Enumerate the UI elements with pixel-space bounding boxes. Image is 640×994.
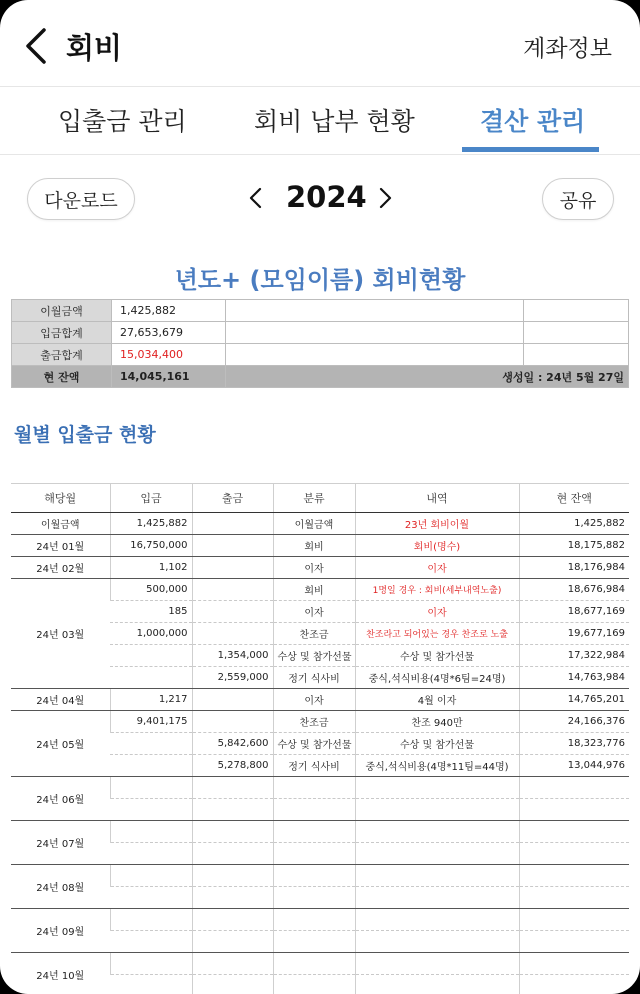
deposit-cell <box>110 645 192 667</box>
detail-cell: 수상 및 참가선물 <box>355 645 519 667</box>
category-cell: 찬조금 <box>273 623 355 645</box>
month-cell: 24년 06월 <box>11 777 110 821</box>
deposit-cell: 1,000,000 <box>110 623 192 645</box>
back-icon[interactable] <box>20 24 56 68</box>
month-cell: 24년 07월 <box>11 821 110 865</box>
detail-cell: 찬조라고 되어있는 경우 찬조로 노출 <box>355 623 519 645</box>
column-header: 출금 <box>192 484 273 513</box>
section-title: 월별 입출금 현황 <box>14 424 156 446</box>
detail-cell: 23년 회비이월 <box>355 513 519 535</box>
tab-deposit-management[interactable]: 입출금 관리 <box>58 107 187 136</box>
balance-cell: 18,323,776 <box>519 733 629 755</box>
summary-label: 입금합계 <box>12 322 112 344</box>
summary-label: 출금합계 <box>12 344 112 366</box>
top-bar <box>0 0 640 87</box>
summary-value: 14,045,161 <box>112 366 226 388</box>
month-cell: 24년 01월 <box>11 535 110 557</box>
report-title: 년도+ (모임이름) 회비현황 <box>174 266 466 294</box>
share-button[interactable]: 공유 <box>542 178 614 220</box>
balance-cell: 18,677,169 <box>519 601 629 623</box>
detail-cell: 찬조 940만 <box>355 711 519 733</box>
detail-cell: 수상 및 참가선물 <box>355 733 519 755</box>
table-row <box>11 953 629 975</box>
summary-value: 1,425,882 <box>112 300 226 322</box>
table-row <box>11 711 629 733</box>
column-header: 현 잔액 <box>519 484 629 513</box>
withdrawal-cell <box>192 623 273 645</box>
tab-fee-status[interactable]: 회비 납부 현황 <box>254 107 415 136</box>
withdrawal-cell: 5,842,600 <box>192 733 273 755</box>
column-header: 입금 <box>110 484 192 513</box>
category-cell: 정기 식사비 <box>273 755 355 777</box>
ledger-header-row <box>11 484 629 513</box>
balance-cell: 18,176,984 <box>519 557 629 579</box>
balance-cell: 1,425,882 <box>519 513 629 535</box>
withdrawal-cell <box>192 535 273 557</box>
table-row <box>11 513 629 535</box>
category-cell: 이자 <box>273 689 355 711</box>
month-cell: 이월금액 <box>11 513 110 535</box>
tab-settlement[interactable]: 결산 관리 <box>480 107 586 136</box>
created-date: 생성일 : 24년 5월 27일 <box>226 366 629 388</box>
deposit-cell <box>110 733 192 755</box>
balance-cell: 14,763,984 <box>519 667 629 689</box>
withdrawal-cell <box>192 579 273 601</box>
deposit-cell: 16,750,000 <box>110 535 192 557</box>
year-selector <box>240 178 400 218</box>
category-cell: 이월금액 <box>273 513 355 535</box>
deposit-cell: 1,425,882 <box>110 513 192 535</box>
balance-cell: 13,044,976 <box>519 755 629 777</box>
detail-cell: 중식,석식비용(4명*6팀=24명) <box>355 667 519 689</box>
download-button[interactable]: 다운로드 <box>27 178 135 220</box>
tab-bar <box>0 86 640 155</box>
summary-table <box>11 299 629 388</box>
category-cell: 회비 <box>273 579 355 601</box>
summary-row <box>12 322 629 344</box>
category-cell: 수상 및 참가선물 <box>273 733 355 755</box>
withdrawal-cell: 5,278,800 <box>192 755 273 777</box>
summary-row <box>12 344 629 366</box>
detail-cell: 1명일 경우 : 회비(세부내역노출) <box>355 579 519 601</box>
month-cell: 24년 05월 <box>11 711 110 777</box>
column-header: 해당월 <box>11 484 110 513</box>
balance-cell: 24,166,376 <box>519 711 629 733</box>
withdrawal-cell <box>192 711 273 733</box>
deposit-cell: 9,401,175 <box>110 711 192 733</box>
withdrawal-cell: 1,354,000 <box>192 645 273 667</box>
category-cell: 수상 및 참가선물 <box>273 645 355 667</box>
deposit-cell: 1,217 <box>110 689 192 711</box>
table-row <box>11 821 629 843</box>
deposit-cell: 500,000 <box>110 579 192 601</box>
table-row <box>11 865 629 887</box>
prev-year-icon[interactable] <box>246 186 266 210</box>
detail-cell: 중식,석식비용(4명*11팀=44명) <box>355 755 519 777</box>
column-header: 분류 <box>273 484 355 513</box>
summary-label: 이월금액 <box>12 300 112 322</box>
account-info-button[interactable]: 계좌정보 <box>523 36 612 62</box>
summary-row <box>12 300 629 322</box>
next-year-icon[interactable] <box>375 186 395 210</box>
deposit-cell <box>110 755 192 777</box>
month-cell: 24년 10월 <box>11 953 110 994</box>
month-cell: 24년 09월 <box>11 909 110 953</box>
summary-value: 15,034,400 <box>112 344 226 366</box>
table-row <box>11 777 629 799</box>
detail-cell: 이자 <box>355 557 519 579</box>
table-row <box>11 535 629 557</box>
summary-value: 27,653,679 <box>112 322 226 344</box>
balance-cell: 14,765,201 <box>519 689 629 711</box>
balance-cell: 18,175,882 <box>519 535 629 557</box>
category-cell: 이자 <box>273 557 355 579</box>
withdrawal-cell <box>192 689 273 711</box>
balance-cell: 17,322,984 <box>519 645 629 667</box>
deposit-cell: 1,102 <box>110 557 192 579</box>
deposit-cell: 185 <box>110 601 192 623</box>
summary-total-row <box>12 366 629 388</box>
category-cell: 회비 <box>273 535 355 557</box>
deposit-cell <box>110 667 192 689</box>
detail-cell: 이자 <box>355 601 519 623</box>
column-header: 내역 <box>355 484 519 513</box>
table-row <box>11 557 629 579</box>
category-cell: 찬조금 <box>273 711 355 733</box>
withdrawal-cell <box>192 513 273 535</box>
month-cell: 24년 04월 <box>11 689 110 711</box>
month-cell: 24년 03월 <box>11 579 110 689</box>
withdrawal-cell <box>192 557 273 579</box>
table-row <box>11 689 629 711</box>
balance-cell: 18,676,984 <box>519 579 629 601</box>
table-row <box>11 579 629 601</box>
withdrawal-cell <box>192 601 273 623</box>
active-tab-indicator <box>462 147 599 152</box>
year-label: 2024 <box>286 180 367 214</box>
page-title: 회비 <box>66 31 123 65</box>
category-cell: 이자 <box>273 601 355 623</box>
detail-cell: 회비(명수) <box>355 535 519 557</box>
detail-cell: 4월 이자 <box>355 689 519 711</box>
summary-label: 현 잔액 <box>12 366 112 388</box>
month-cell: 24년 02월 <box>11 557 110 579</box>
balance-cell: 19,677,169 <box>519 623 629 645</box>
category-cell: 정기 식사비 <box>273 667 355 689</box>
withdrawal-cell: 2,559,000 <box>192 667 273 689</box>
monthly-ledger-table <box>11 483 629 994</box>
month-cell: 24년 08월 <box>11 865 110 909</box>
table-row <box>11 909 629 931</box>
